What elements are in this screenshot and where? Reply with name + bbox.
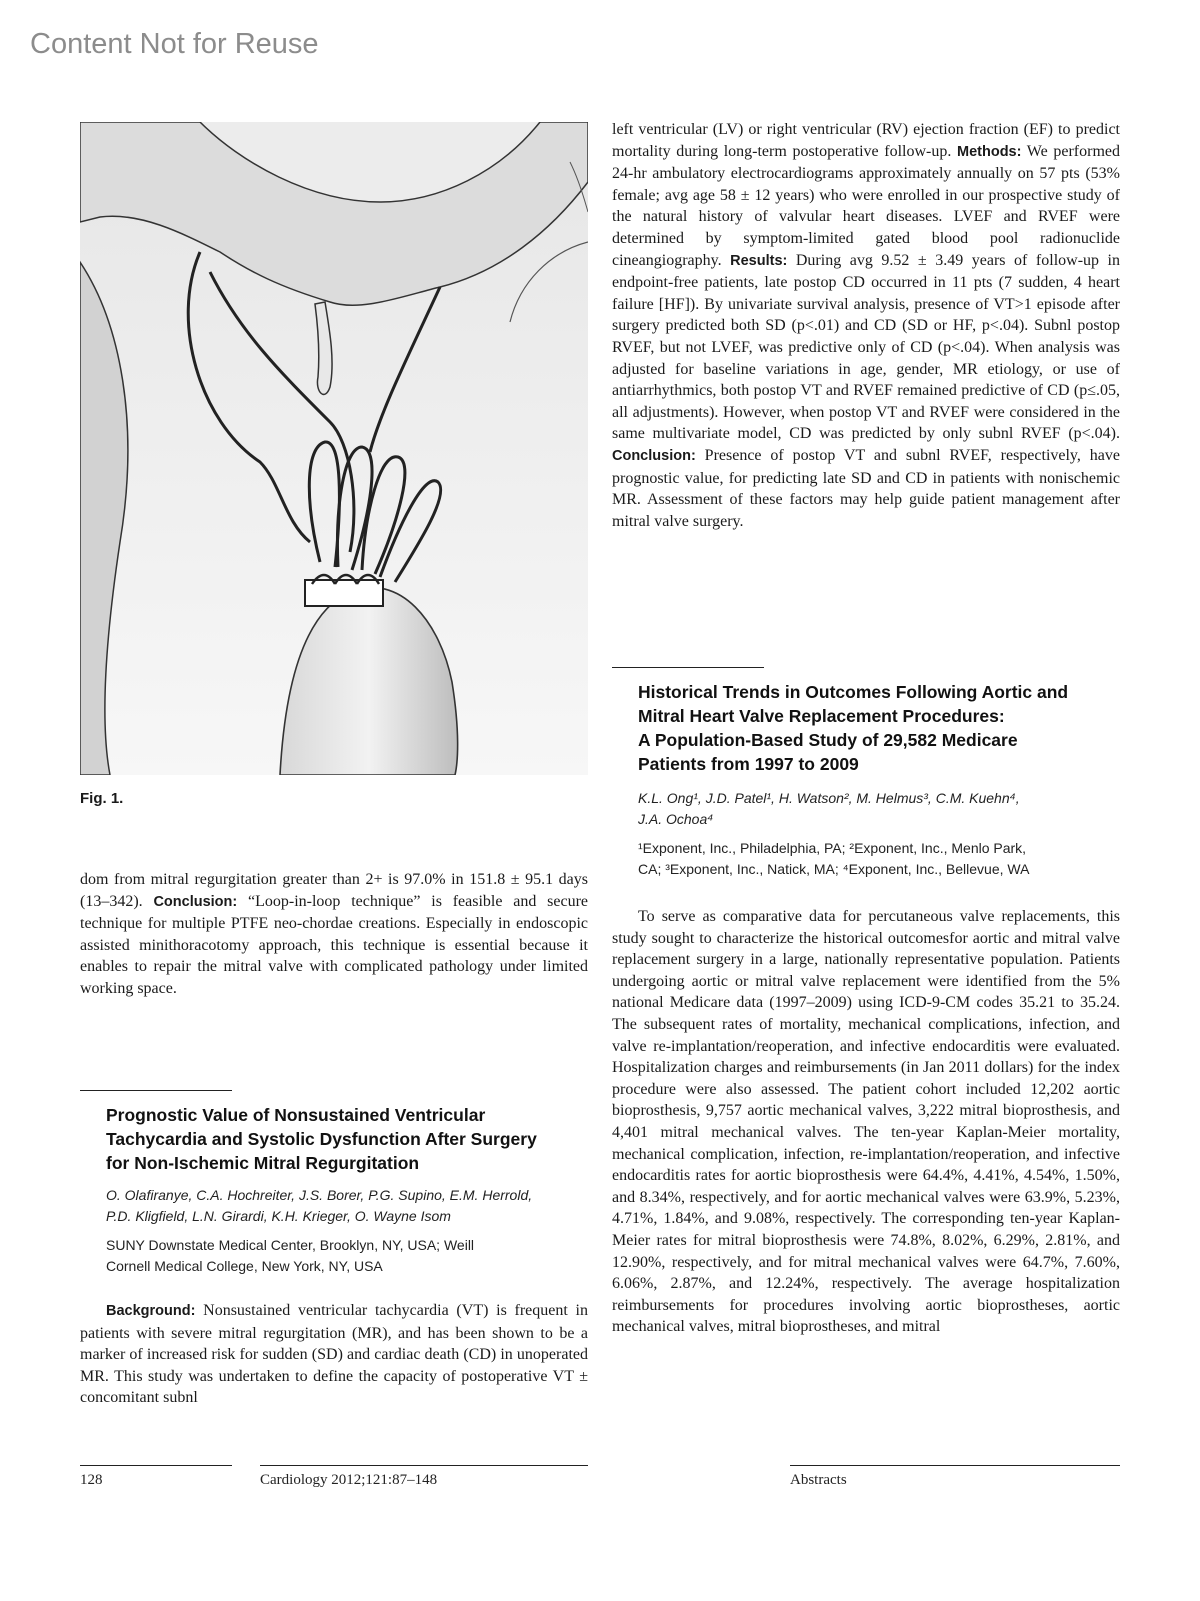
abstract-vt-background: Background: Nonsustained ventricular tachycardia (VT) is frequent in patients with severe mitral regurgitation (MR), and has been shown to be a marker of increased risk for sudden (SD) and cardiac death (CD) in unoperated MR. This study was undertaken to define the capacity of postoperative VT ± concomitant subnl [80,1302,588,1407]
section-divider [80,1090,232,1091]
abstract-trends-authors: K.L. Ong¹, J.D. Patel¹, H. Watson², M. Helmus³, C.M. Kuehn⁴, J.A. Ochoa⁴ [638,790,1020,827]
figure-caption: Fig. 1. [80,790,124,807]
abstract-trends-body: To serve as comparative data for percutaneous valve replacements, this study sought to characterize the historical outcomesfor aortic and mitral valve replacement surgery in a large, nationally representative population. Patients undergoing aortic or mitral valve replacement were identified from the 5% national Medicare data (1997–2009) using ICD-9-CM codes 35.21 to 35.24. The subsequent rates of mortality, mechanical complications, infection, and valve re-implantation/reoperation, and infective endocarditis were evaluated. Hospitalization charges and reimbursements (in Jan 2011 dollars) for the index procedure were also assessed. The patient cohort included 12,202 aortic bioprosthesis, 9,757 aortic mechanical valves, 3,222 mitral bioprosthesis, and 4,401 mitral mechanical valves. The ten-year Kaplan-Meier mortality, mechanical complication, infection, re-implantation/reoperation, and infective endocarditis rates for aortic bioprosthesis were 64.4%, 4.41%, 4.54%, 1.50%, and 8.34%, respectively, and for aortic mechanical valves were 63.9%, 5.23%, 4.71%, 1.84%, and 9.08%, respectively. The corresponding ten-year Kaplan-Meier rates for mitral bioprosthesis were 74.8%, 8.02%, 6.29%, 2.81%, and 12.90%, respectively, and for mitral mechanical valves were 64.7%, 7.60%, 6.06%, 2.87%, and 12.24%, respectively. The average hospitalization reimbursements for procedures involving aortic bioprostheses, aortic mechanical valves, mitral bioprostheses, and mitral [612,908,1120,1336]
page-number: 128 [80,1472,103,1488]
abstract-vt-authors: O. Olafiranye, C.A. Hochreiter, J.S. Borer, P.G. Supino, E.M. Herrold, P.D. Kligfield, L.N. Girardi, K.H. Krieger, O. Wayne Isom [106,1187,533,1224]
abstract-vt-continued: left ventricular (LV) or right ventricular (RV) ejection fraction (EF) to predict mortality during long-term postoperative follow-up. Methods: We performed 24-hr ambulatory electrocardiograms approximately annually on 57 pts (53% female; avg age 58 ± 12 years) who were enrolled in our prospective study of the natural history of valvular heart diseases. LVEF and RVEF were determined by symptom-limited gated blood pool radionuclide cineangiography. Results: During avg 9.52 ± 3.49 years of follow-up in endpoint-free patients, late postop CD occurred in 11 pts (7 sudden, 4 heart failure [HF]). By univariate survival analysis, presence of VT>1 episode after surgery predicted both SD (p<.01) and CD (SD or HF, p<.04). Subnl postop RVEF, but not LVEF, was predictive only of CD (p<.04). When analysis was adjusted for baseline variations in age, gender, MR etiology, or use of antiarrhythmics, both postop VT and RVEF remained predictive of CD (p≤.05, all adjustments). However, when postop VT and RVEF were considered in the same multivariate model, CD was predicted by only subnl RVEF (p<.04). Conclusion: Presence of postop VT and subnl RVEF, respectively, have prognostic value, for predicting late SD and CD in patients with nonischemic MR. Assessment of these factors may help guide patient management after mitral valve surgery. [612,121,1120,530]
footer-rule [80,1465,232,1466]
section-label: Abstracts [790,1472,847,1488]
abstract-vt-title [106,1103,586,1175]
title-line: for Non-Ischemic Mitral Regurgitation [106,1153,420,1173]
watermark: Content Not for Reuse [30,28,319,60]
abstract-trends-title: Historical Trends in Outcomes Following Aortic and Mitral Heart Valve Replacement Procedures: A Population-Based Study of 29,582 Medicare Patients from 1997 to 2009 [638,682,1069,774]
title-line: Prognostic Value of Nonsustained Ventricular [106,1105,486,1125]
footer-rule [790,1465,1120,1466]
journal-citation: Cardiology 2012;121:87–148 [260,1472,438,1488]
abstract-trends-affiliation: ¹Exponent, Inc., Philadelphia, PA; ²Exponent, Inc., Menlo Park, CA; ³Exponent, Inc., Natick, MA; ⁴Exponent, Inc., Bellevue, WA [638,840,1030,877]
abstract-vt-affiliation: SUNY Downstate Medical Center, Brooklyn, NY, USA; Weill Cornell Medical College, New York, NY, USA [106,1237,475,1274]
figure-illustration [80,122,588,775]
title-line: Tachycardia and Systolic Dysfunction After Surgery [106,1129,537,1149]
section-divider [612,667,764,668]
mitral-valve-illustration [80,122,588,775]
left-top-paragraph: dom from mitral regurgitation greater than 2+ is 97.0% in 151.8 ± 95.1 days (13–342). Conclusion: “Loop-in-loop technique” is feasible and secure technique for multiple PTFE neo-chordae creations. Especially in endoscopic assisted minithoracotomy approach, this technique is essential because it enables to repair the mitral valve with complicated pathology under limited working space. [80,871,588,997]
footer-rule [260,1465,588,1466]
